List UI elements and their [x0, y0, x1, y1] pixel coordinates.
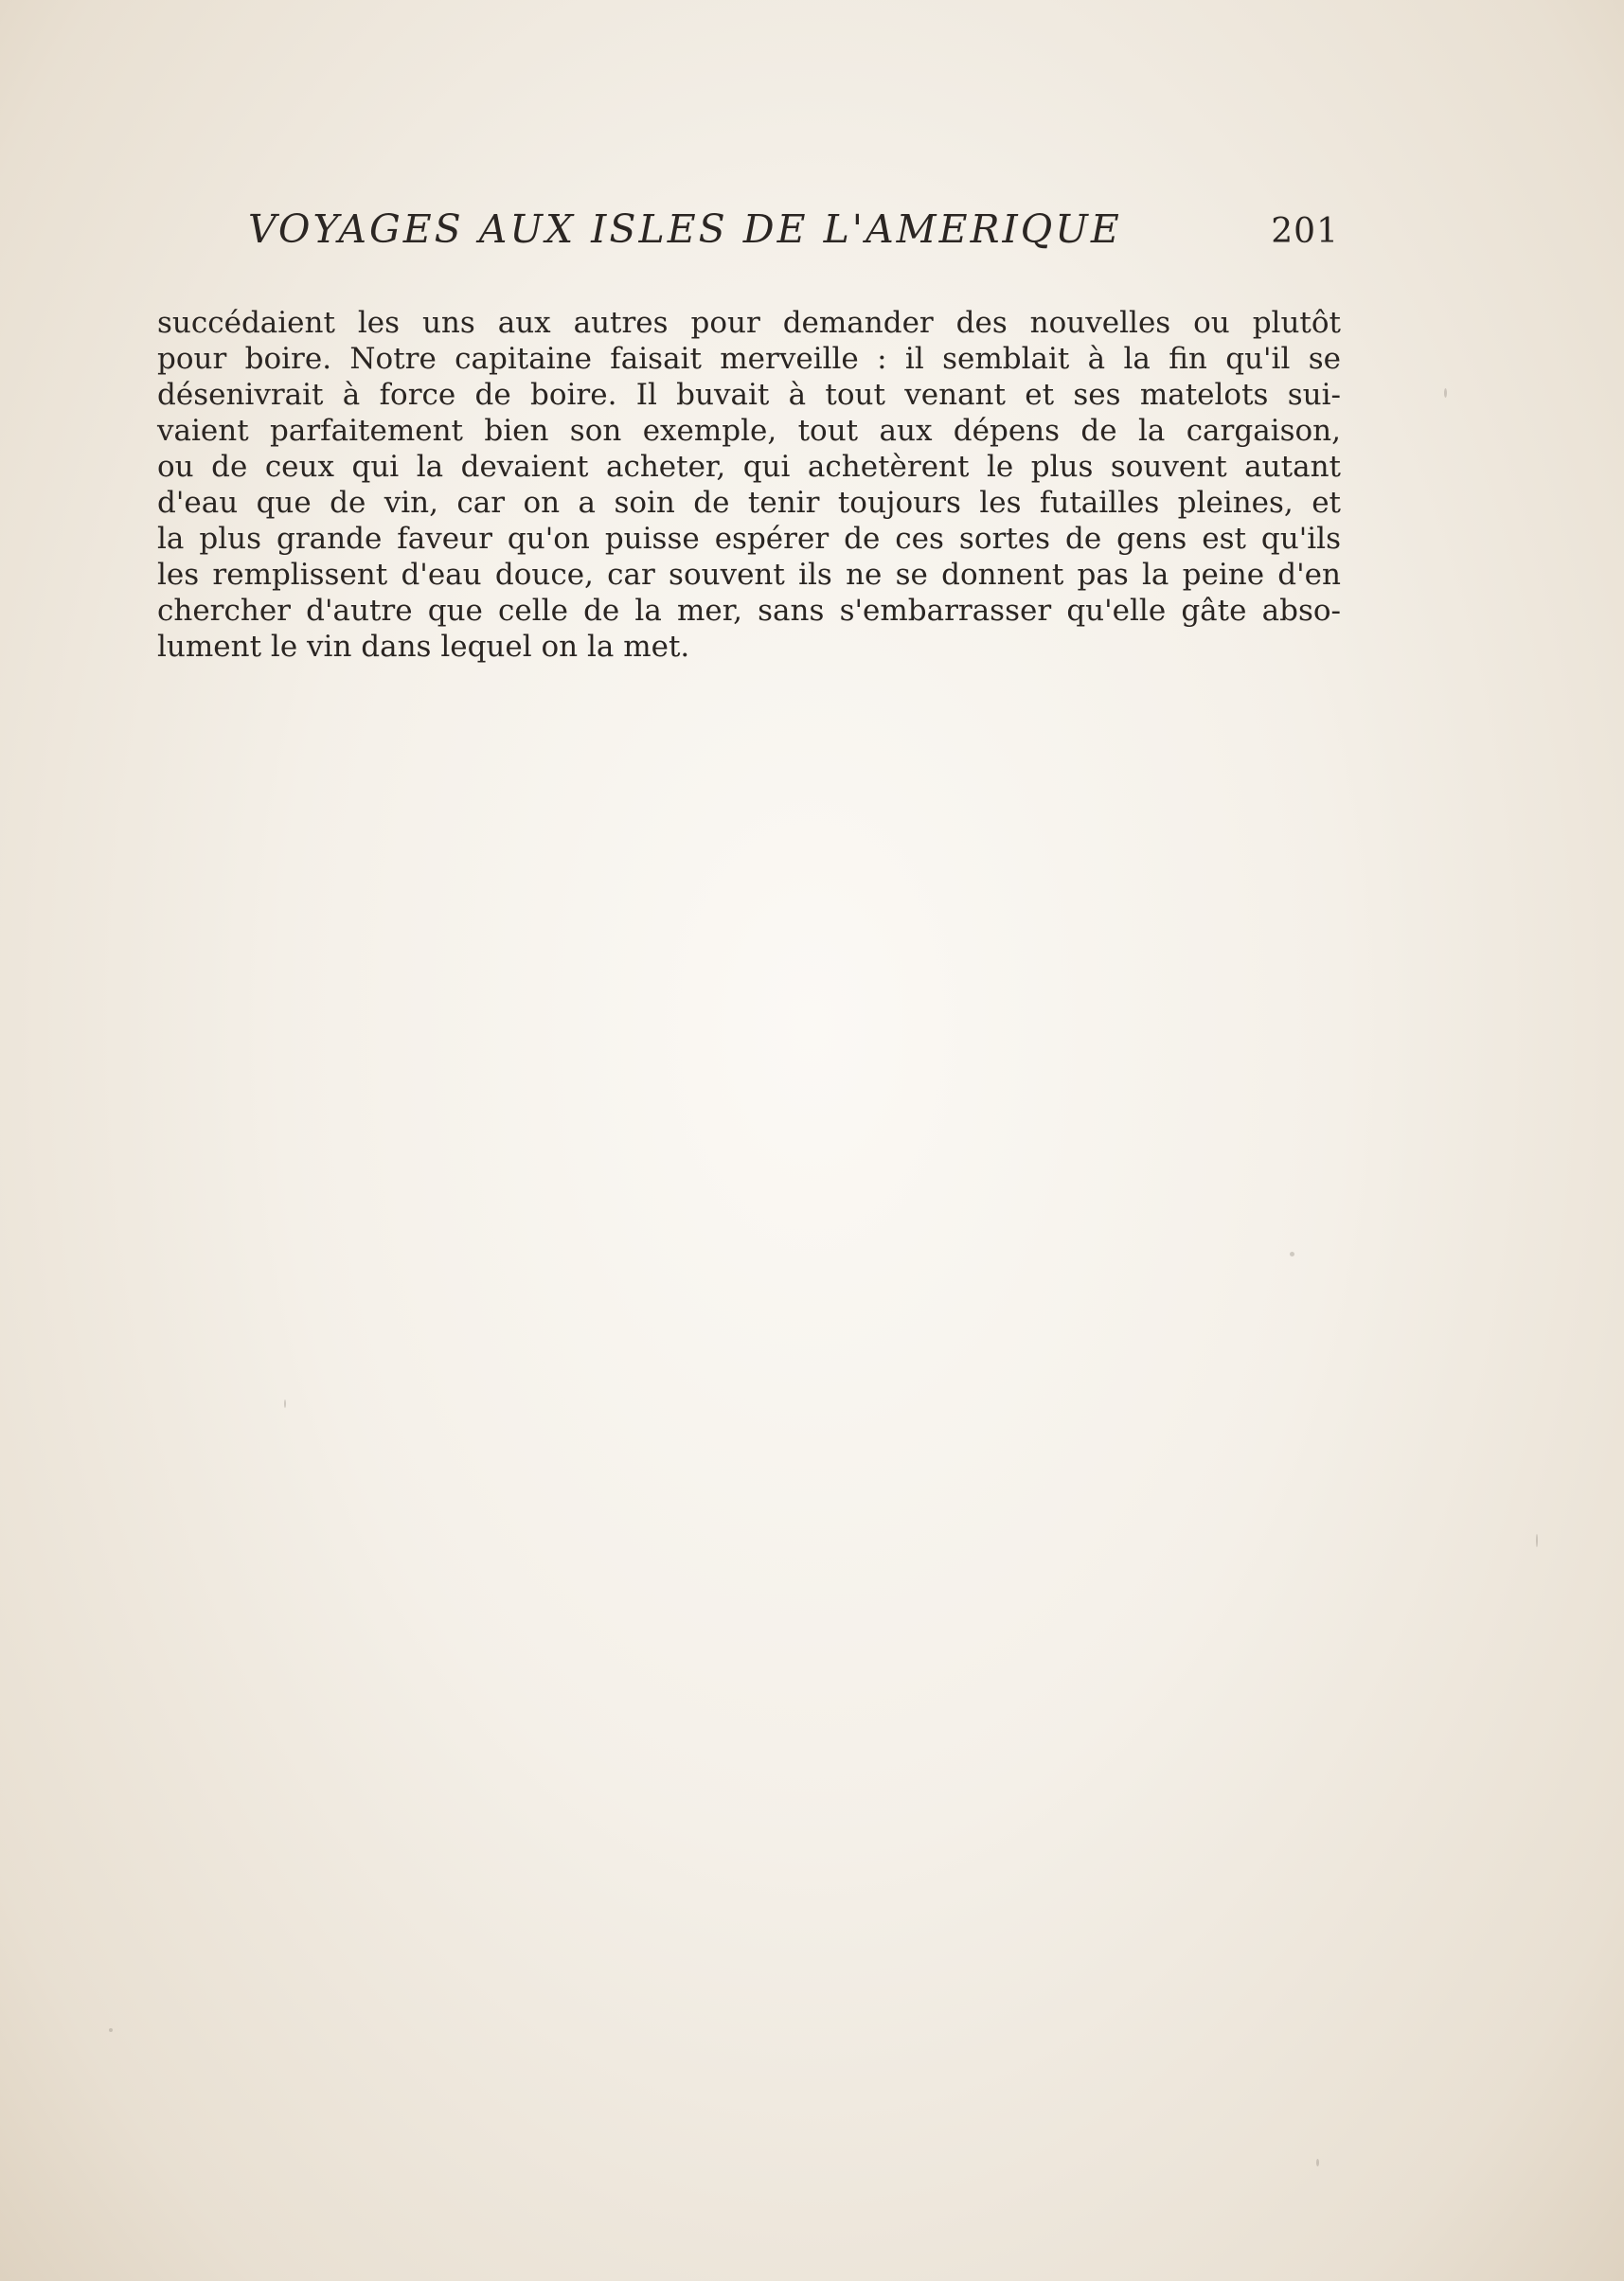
paper-speck — [1444, 388, 1447, 398]
body-paragraph — [157, 305, 1341, 665]
paper-speck — [109, 2028, 113, 2032]
running-head-title: VOYAGES AUX ISLES DE L'AMERIQUE — [248, 206, 1122, 252]
text-line: les remplissent d'eau douce, car souvent ils ne se donnent pas la peine d'en — [157, 558, 1341, 592]
running-head — [248, 206, 1339, 273]
page-number: 201 — [1271, 212, 1339, 251]
text-line: désenivrait à force de boire. Il buvait à tout venant et ses matelots sui- — [157, 378, 1341, 412]
text-line: vaient parfaitement bien son exemple, tout aux dépens de la cargaison, — [157, 414, 1341, 448]
text-line: lument le vin dans lequel on la met. — [157, 630, 690, 664]
paper-speck — [1290, 1252, 1294, 1256]
text-line: ou de ceux qui la devaient acheter, qui achetèrent le plus souvent autant — [157, 450, 1341, 484]
text-line: chercher d'autre que celle de la mer, sans s'embarrasser qu'elle gâte abso- — [157, 594, 1341, 628]
text-line: pour boire. Notre capitaine faisait merveille : il semblait à la fin qu'il se — [157, 342, 1341, 376]
text-line: succédaient les uns aux autres pour demander des nouvelles ou plutôt — [157, 306, 1341, 340]
paper-speck — [1316, 2159, 1319, 2166]
paper-speck — [1536, 1534, 1538, 1547]
paper-speck — [284, 1399, 286, 1408]
text-line: la plus grande faveur qu'on puisse espérer de ces sortes de gens est qu'ils — [157, 522, 1341, 556]
text-line: d'eau que de vin, car on a soin de tenir toujours les futailles pleines, et — [157, 486, 1341, 520]
